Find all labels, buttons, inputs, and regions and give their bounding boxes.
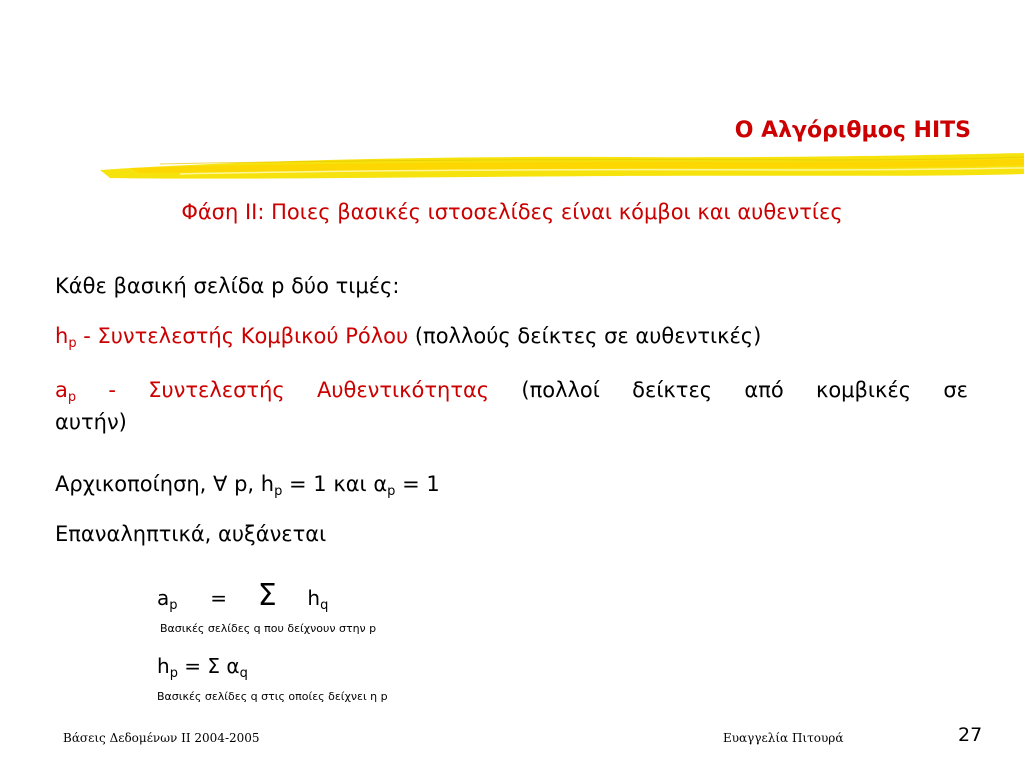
formula1-sigma: Σ bbox=[257, 578, 277, 613]
init-end: = 1 bbox=[395, 472, 440, 496]
formula-hub-update bbox=[157, 654, 248, 681]
auth-definition bbox=[55, 374, 968, 406]
auth-definition-cont bbox=[55, 406, 968, 438]
formula2-caption: Βασικές σελίδες q στις οποίες δείχνει η p bbox=[157, 690, 388, 703]
formula1-lhs: a bbox=[157, 586, 170, 610]
footer-author: Ευαγγελία Πιτουρά bbox=[723, 731, 844, 745]
page-number: 27 bbox=[958, 724, 983, 746]
hub-definition bbox=[55, 320, 968, 352]
init-line bbox=[55, 468, 968, 500]
auth-sub: p bbox=[67, 390, 77, 405]
init-prefix: Αρχικοποίηση, ∀ p, h bbox=[55, 472, 275, 496]
formula1-caption: Βασικές σελίδες q που δείχνουν στην p bbox=[160, 622, 377, 635]
init-mid: = 1 και α bbox=[282, 472, 388, 496]
formula2-mid: = Σ α bbox=[177, 654, 240, 678]
auth-note: (πολλοί δείκτες από κομβικές σε bbox=[521, 378, 968, 402]
hub-var: h bbox=[55, 324, 69, 348]
auth-note-cont: αυτήν) bbox=[55, 410, 127, 434]
intro-text: Κάθε βασική σελίδα p δύο τιμές: bbox=[55, 274, 400, 298]
formula1-lhs-sub: p bbox=[169, 598, 178, 613]
yellow-brush-stroke bbox=[100, 150, 1024, 186]
hub-sub: p bbox=[68, 336, 77, 351]
iterative-text: Επαναληπτικά, αυξάνεται bbox=[55, 522, 327, 546]
formula1-rhs: h bbox=[307, 586, 321, 610]
slide-title: Ο Αλγόριθμος HITS bbox=[734, 118, 971, 143]
hub-label: - Συντελεστής Κομβικού Ρόλου bbox=[76, 324, 409, 348]
intro-line bbox=[55, 270, 968, 302]
init-sub1: p bbox=[274, 484, 283, 499]
formula2-lhs-sub: p bbox=[169, 666, 178, 681]
auth-var: a bbox=[55, 378, 68, 402]
hub-note: (πολλούς δείκτες σε αυθεντικές) bbox=[414, 324, 762, 348]
formula2-rhs-sub: q bbox=[239, 666, 248, 681]
auth-label: - Συντελεστής Αυθεντικότητας bbox=[76, 378, 490, 402]
slide-subtitle: Φάση ΙΙ: Ποιες βασικές ιστοσελίδες είναι κόμβοι και αυθεντίες bbox=[181, 200, 843, 224]
formula1-rhs-sub: q bbox=[320, 598, 329, 613]
init-sub2: p bbox=[387, 484, 396, 499]
iterative-line bbox=[55, 518, 968, 550]
formula-auth-update bbox=[157, 578, 328, 613]
footer-course: Βάσεις Δεδομένων ΙΙ 2004-2005 bbox=[63, 731, 260, 745]
formula1-eq: = bbox=[210, 586, 228, 610]
formula2-lhs: h bbox=[157, 654, 170, 678]
